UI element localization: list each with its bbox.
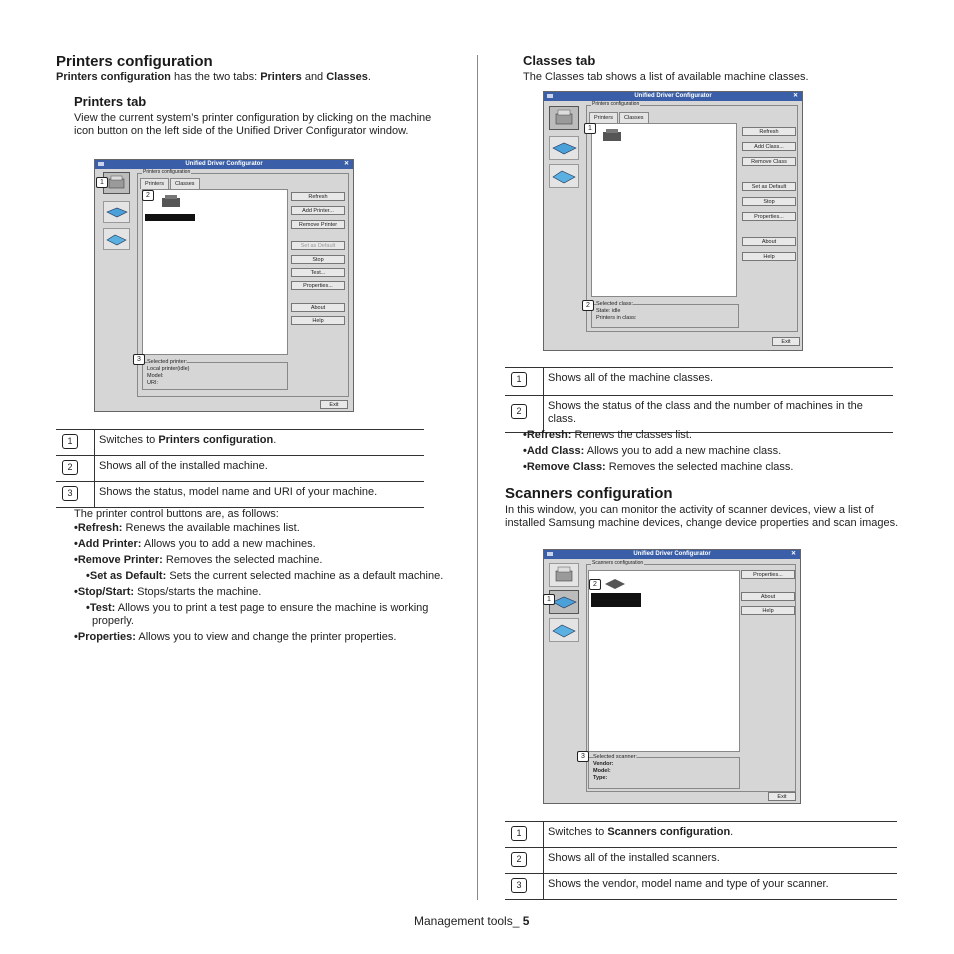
add-printer-button[interactable]: Add Printer... (291, 206, 345, 215)
tab-printers[interactable]: Printers (140, 178, 169, 189)
set-default-button[interactable]: Set as Default (742, 182, 796, 191)
list-item: •Set as Default: Sets the current selected machine as a default machine. (86, 570, 444, 582)
legend-number: 1 (511, 372, 527, 387)
window-titlebar: Unified Driver Configurator ✕ (544, 92, 802, 101)
refresh-button[interactable]: Refresh (742, 127, 796, 136)
scanner-config-icon (549, 136, 579, 160)
close-icon: ✕ (792, 93, 798, 99)
callout-1: 1 (96, 177, 108, 188)
selected-class-info: Selected class: State: idle Printers in class: (591, 304, 739, 328)
list-item: •Test: Allows you to print a test page to ensure the machine is working properly. (86, 602, 429, 627)
printers-group: Printers configuration (137, 173, 349, 397)
window-menu-icon (547, 552, 553, 556)
tab-classes[interactable]: Classes (619, 112, 649, 123)
selected-scanner-info: Selected scanner: Vendor: Model: Type: (588, 757, 740, 789)
classes-tab-heading: Classes tab (523, 53, 596, 68)
printer-config-icon (549, 106, 579, 130)
printers-group: Printers configuration (586, 105, 798, 332)
window-menu-icon (98, 162, 104, 166)
add-class-button[interactable]: Add Class... (742, 142, 796, 151)
table-row: 3 Shows the status, model name and URI of your machine. (56, 482, 424, 508)
list-item: •Add Class: Allows you to add a new machine class. (523, 445, 782, 457)
printer-button-list (74, 522, 449, 647)
scanner-icon (603, 576, 627, 590)
table-row: 1 Switches to Printers configuration. (56, 430, 424, 456)
callout-1: 1 (543, 594, 555, 605)
printers-window-screenshot (94, 159, 354, 412)
callout-2: 2 (589, 579, 601, 590)
classes-tab-paragraph: The Classes tab shows a list of available machine classes. (523, 71, 809, 83)
printers-config-heading: Printers configuration (56, 53, 213, 70)
classes-legend-table (505, 367, 893, 433)
list-item: •Add Printer: Allows you to add a new machines. (74, 538, 316, 550)
scanner-name-highlight (591, 593, 641, 607)
remove-class-button[interactable]: Remove Class (742, 157, 796, 166)
properties-button[interactable]: Properties... (741, 570, 795, 579)
exit-button[interactable]: Exit (320, 400, 348, 409)
list-item: •Remove Class: Removes the selected machine class. (523, 461, 794, 473)
printers-legend-table (56, 429, 424, 508)
table-row: 2 Shows all of the installed scanners. (505, 848, 897, 874)
callout-1: 1 (584, 123, 596, 134)
about-button[interactable]: About (742, 237, 796, 246)
callout-2: 2 (582, 300, 594, 311)
ports-config-icon (549, 618, 579, 642)
classes-list[interactable] (591, 123, 737, 297)
list-item: •Refresh: Renews the classes list. (523, 429, 692, 441)
printer-name-highlight (145, 214, 195, 221)
table-row: 1 Shows all of the machine classes. (505, 368, 893, 396)
list-item: •Remove Printer: Removes the selected machine. (74, 554, 323, 566)
set-default-button[interactable]: Set as Default (291, 241, 345, 250)
properties-button[interactable]: Properties... (742, 212, 796, 221)
selected-printer-info: Selected printer: Local printer(idle) Model: URI: (142, 362, 288, 390)
callout-2: 2 (142, 190, 154, 201)
legend-number: 2 (62, 460, 78, 475)
list-item: •Properties: Allows you to view and change the printer properties. (74, 631, 397, 643)
ports-config-icon (103, 228, 130, 250)
printers-config-intro: Printers configuration has the two tabs: Printers and Classes. (56, 71, 371, 83)
list-item: •Stop/Start: Stops/starts the machine. (74, 586, 262, 598)
refresh-button[interactable]: Refresh (291, 192, 345, 201)
scanners-config-heading: Scanners configuration (505, 485, 673, 502)
window-menu-icon (547, 94, 553, 98)
stop-button[interactable]: Stop (291, 255, 345, 264)
table-row: 2 Shows the status of the class and the number of machines in the class. (505, 396, 893, 433)
window-titlebar: Unified Driver Configurator ✕ (95, 160, 353, 169)
ports-config-icon (549, 164, 579, 188)
legend-number: 2 (511, 404, 527, 419)
printers-tab-paragraph: View the current system’s printer configuration by clicking on the machine icon button on the left side of the Unified Driver Configurator window. (74, 112, 432, 137)
stop-button[interactable]: Stop (742, 197, 796, 206)
column-divider (477, 55, 478, 900)
scanners-list[interactable] (588, 570, 740, 752)
printer-icon (159, 194, 183, 208)
legend-number: 1 (62, 434, 78, 449)
table-row: 2 Shows all of the installed machine. (56, 456, 424, 482)
class-button-list (523, 429, 903, 477)
legend-number: 3 (511, 878, 527, 893)
scanners-window-screenshot (543, 549, 801, 804)
tab-classes[interactable]: Classes (170, 178, 200, 189)
list-item: •Refresh: Renews the available machines list. (74, 522, 300, 534)
table-row: 3 Shows the vendor, model name and type of your scanner. (505, 874, 897, 900)
tab-printers[interactable]: Printers (589, 112, 618, 123)
scanners-group: Scanners configuration (586, 564, 796, 792)
printers-tab-heading: Printers tab (74, 94, 147, 109)
legend-number: 2 (511, 852, 527, 867)
page-footer: Management tools_ 5 (414, 914, 530, 928)
legend-number: 1 (511, 826, 527, 841)
window-titlebar: Unified Driver Configurator ✕ (544, 550, 800, 559)
help-button[interactable]: Help (742, 252, 796, 261)
legend-number: 3 (62, 486, 78, 501)
scanner-config-icon (103, 201, 130, 223)
test-button[interactable]: Test... (291, 268, 345, 277)
table-row: 1 Switches to Scanners configuration. (505, 822, 897, 848)
printers-list[interactable] (142, 189, 288, 355)
help-button[interactable]: Help (291, 316, 345, 325)
close-icon: ✕ (343, 161, 349, 167)
about-button[interactable]: About (291, 303, 345, 312)
exit-button[interactable]: Exit (768, 792, 796, 801)
about-button[interactable]: About (741, 592, 795, 601)
help-button[interactable]: Help (741, 606, 795, 615)
printer-config-icon (549, 563, 579, 587)
exit-button[interactable]: Exit (772, 337, 800, 346)
buttons-intro: The printer control buttons are, as follows: (74, 508, 279, 520)
properties-button[interactable]: Properties... (291, 281, 345, 290)
remove-printer-button[interactable]: Remove Printer (291, 220, 345, 229)
scanners-config-paragraph: In this window, you can monitor the activity of scanner devices, view a list of installed Samsung machine devices, change device properties and scan images. (505, 504, 899, 529)
classes-window-screenshot (543, 91, 803, 351)
scanners-legend-table (505, 821, 897, 900)
close-icon: ✕ (790, 551, 796, 557)
callout-3: 3 (133, 354, 145, 365)
callout-3: 3 (577, 751, 589, 762)
class-icon (600, 128, 624, 142)
